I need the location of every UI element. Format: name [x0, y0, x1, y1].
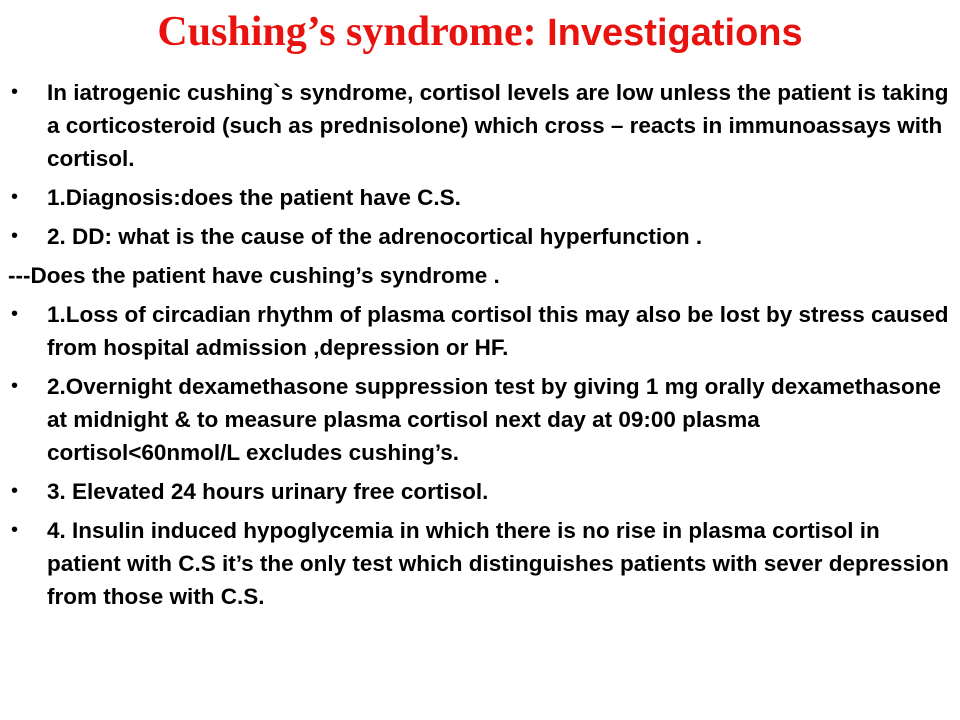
- bullet-symbol: •: [11, 225, 19, 247]
- bullet-symbol: •: [11, 519, 19, 541]
- bullet-symbol: •: [11, 480, 19, 502]
- bullet-text: 4. Insulin induced hypoglycemia in which there is no rise in plasma cortisol in patient with C.S it’s the only test which distinguishes patients with sever depression from those with C.S.: [47, 518, 949, 609]
- bullet-item-4: [0, 298, 956, 364]
- bullet-text: 2.Overnight dexamethasone suppression test by giving 1 mg orally dexamethasone at midnight & to measure plasma cortisol next day at 09:00 plasma cortisol<60nmol/L excludes cushing’s.: [47, 374, 942, 465]
- bullet-text: 3. Elevated 24 hours urinary free cortisol.: [47, 479, 489, 504]
- bullet-text: In iatrogenic cushing`s syndrome, cortisol levels are low unless the patient is taking a corticosteroid (such as prednisolone) which cross – reacts in immunoassays with cortisol.: [47, 80, 949, 171]
- slide-body: [0, 76, 956, 619]
- bullet-item-7: [0, 514, 956, 613]
- slide-title: [0, 4, 960, 61]
- bullet-item-3: [0, 220, 956, 253]
- bullet-text: 1.Loss of circadian rhythm of plasma cortisol this may also be lost by stress caused from hospital admission ,depression or HF.: [47, 302, 949, 360]
- title-part-2: Investigations: [547, 12, 803, 54]
- bullet-item-5: [0, 370, 956, 469]
- bullet-text: 2. DD: what is the cause of the adrenocortical hyperfunction .: [47, 224, 703, 249]
- bullet-text: 1.Diagnosis:does the patient have C.S.: [47, 185, 461, 210]
- bullet-item-6: [0, 475, 956, 508]
- bullet-item-1: [0, 76, 956, 175]
- section-heading: ---Does the patient have cushing’s syndrome .: [8, 263, 500, 288]
- bullet-symbol: •: [11, 303, 19, 325]
- bullet-symbol: •: [11, 375, 19, 397]
- bullet-symbol: •: [11, 81, 19, 103]
- title-part-1: Cushing’s syndrome:: [157, 9, 548, 55]
- bullet-item-2: [0, 181, 956, 214]
- bullet-symbol: •: [11, 186, 19, 208]
